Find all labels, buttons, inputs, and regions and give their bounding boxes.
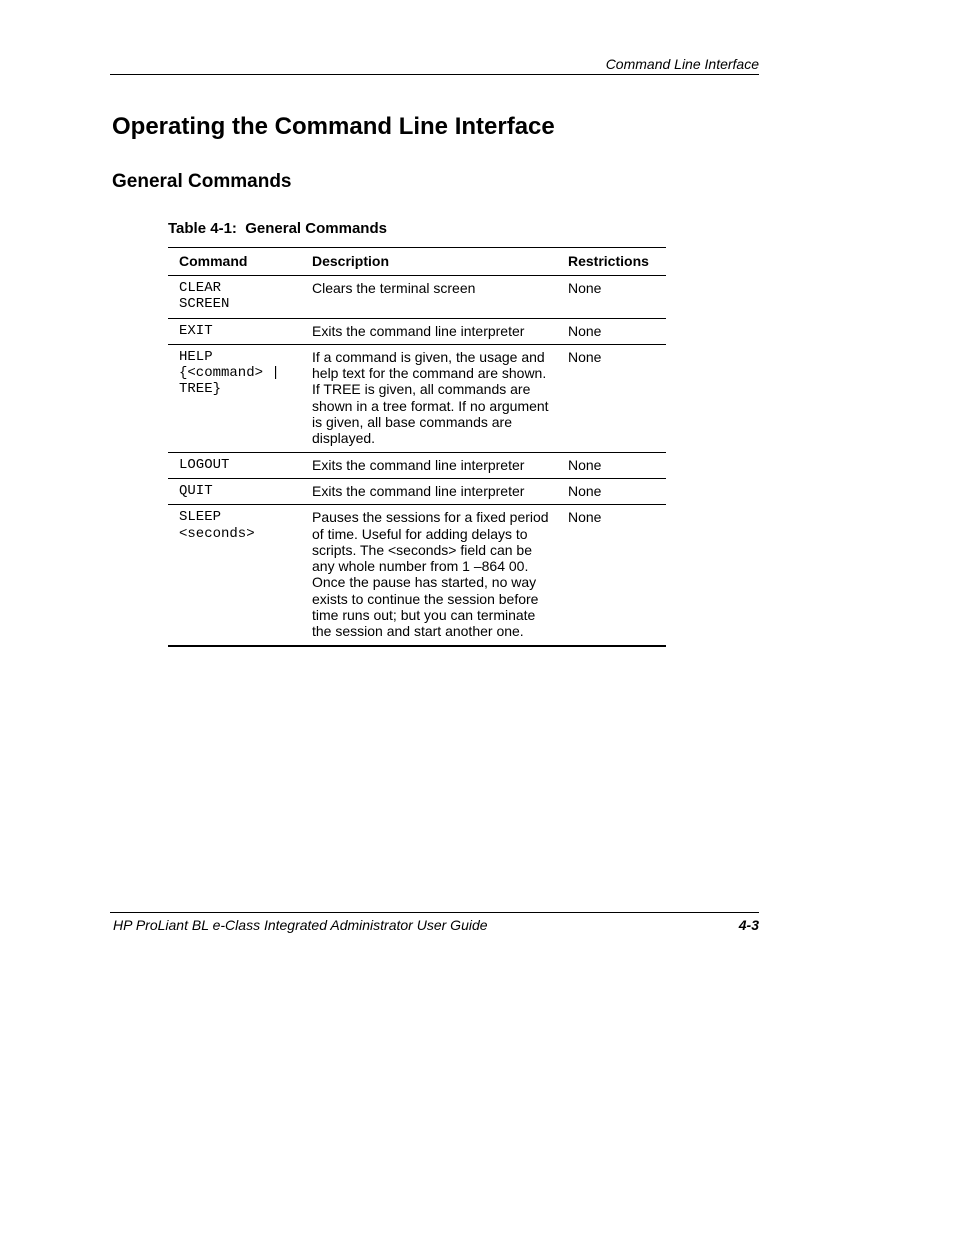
restrictions-cell: None xyxy=(557,318,666,344)
running-header-title: Command Line Interface xyxy=(605,56,759,72)
description-cell: Pauses the sessions for a fixed period of time. Useful for adding delays to scripts. The <seconds> field can be any whole number from 1 –864 00. Once the pause has started, no way exists to continue the session before time runs out; but you can terminate the session and start another one. xyxy=(301,505,557,646)
command-cell: EXIT xyxy=(168,318,301,344)
restrictions-cell: None xyxy=(557,452,666,478)
table-row xyxy=(168,452,666,478)
restrictions-cell: None xyxy=(557,478,666,504)
table-row xyxy=(168,344,666,452)
running-header xyxy=(110,55,759,75)
footer-guide-title: HP ProLiant BL e-Class Integrated Administrator User Guide xyxy=(113,917,488,933)
table-row xyxy=(168,276,666,319)
restrictions-cell: None xyxy=(557,505,666,646)
column-header-description: Description xyxy=(301,248,557,276)
restrictions-cell: None xyxy=(568,280,602,296)
table-caption: Table 4-1: General Commands xyxy=(168,220,387,237)
table-row xyxy=(168,478,666,504)
command-cell: HELP {<command> | TREE} xyxy=(168,344,301,452)
page-title: Operating the Command Line Interface xyxy=(112,113,555,140)
command-cell: QUIT xyxy=(168,478,301,504)
running-footer xyxy=(110,912,759,933)
description-cell: If a command is given, the usage and help text for the command are shown. If TREE is given, all commands are shown in a tree format. If no argument is given, all base commands are displayed. xyxy=(301,344,557,452)
column-header-restrictions: Restrictions xyxy=(557,248,666,276)
section-title: General Commands xyxy=(112,171,292,192)
description-cell: Exits the command line interpreter xyxy=(301,478,557,504)
restrictions-cell: None xyxy=(557,344,666,452)
table-row xyxy=(168,505,666,646)
command-cell: CLEAR SCREEN xyxy=(179,280,230,313)
command-cell: LOGOUT xyxy=(168,452,301,478)
description-cell: Clears the terminal screen xyxy=(312,280,476,296)
column-header-command: Command xyxy=(168,248,301,276)
description-cell: Exits the command line interpreter xyxy=(301,452,557,478)
command-cell: SLEEP <seconds> xyxy=(168,505,301,646)
footer-page-number: 4-3 xyxy=(738,917,759,933)
description-cell: Exits the command line interpreter xyxy=(301,318,557,344)
table-row xyxy=(168,318,666,344)
general-commands-table xyxy=(168,247,666,647)
table-header-row xyxy=(168,248,666,276)
